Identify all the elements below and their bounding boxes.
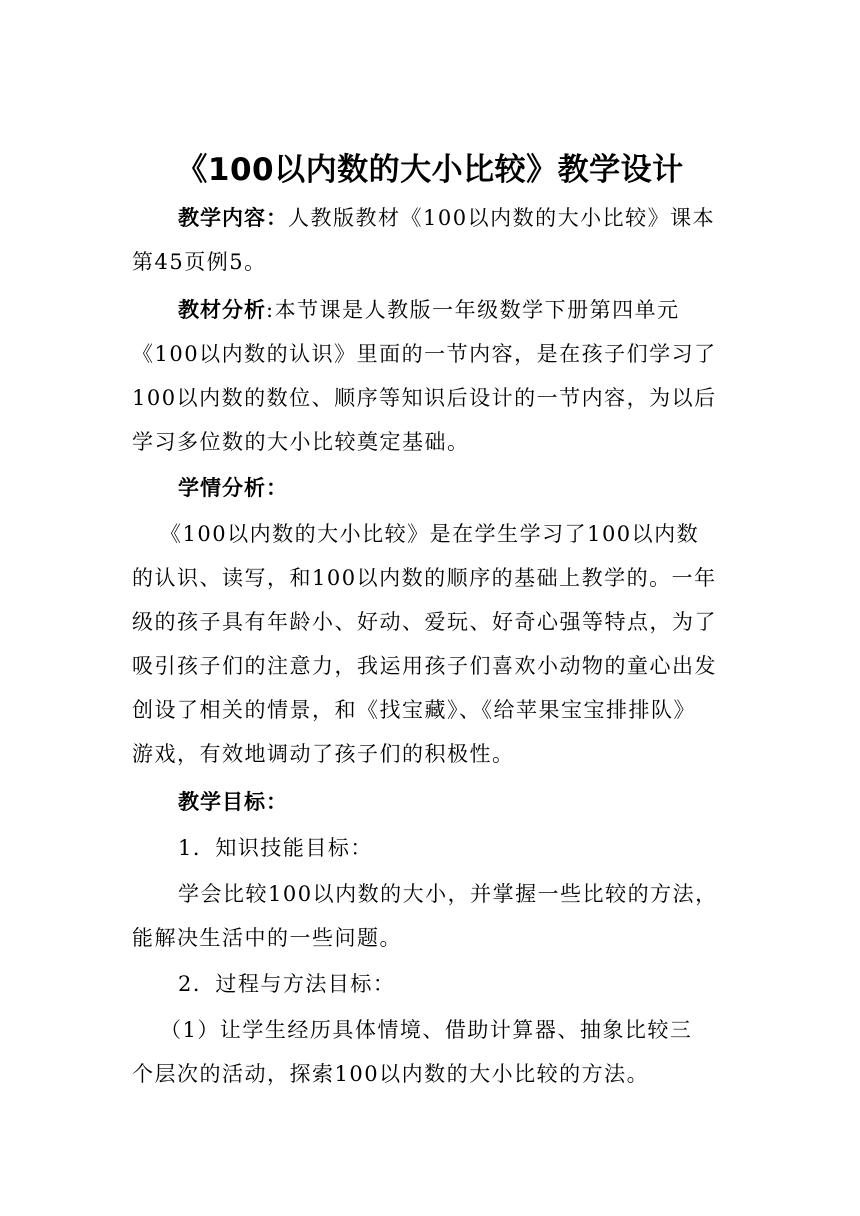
student-analysis-label: 学情分析： <box>178 476 288 500</box>
teaching-goals-heading <box>178 778 732 826</box>
goal-1-line: 能解决生活中的一些问题。 <box>132 926 402 950</box>
teaching-content-paragraph <box>178 194 732 242</box>
material-analysis-line: 100以内数的数位、顺序等知识后设计的一节内容，为以后 <box>132 386 717 410</box>
student-analysis-line: 《100以内数的大小比较》是在学生学习了100以内数 <box>160 522 700 546</box>
teaching-content-line: 第45页例5。 <box>132 250 267 274</box>
document-title: 《100以内数的大小比较》教学设计 <box>176 152 684 188</box>
goal-2-line: 个层次的活动，探索100以内数的大小比较的方法。 <box>132 1062 650 1086</box>
student-analysis-line: 级的孩子具有年龄小、好动、爱玩、好奇心强等特点，为了 <box>132 610 717 634</box>
material-analysis-line: 学习多位数的大小比较奠定基础。 <box>132 430 470 454</box>
material-analysis-line: 《100以内数的认识》里面的一节内容，是在孩子们学习了 <box>132 342 717 366</box>
student-analysis-line: 创设了相关的情景，和《找宝藏》、《给苹果宝宝排排队》 <box>132 698 696 722</box>
goal-1-heading: 1．知识技能目标： <box>178 836 373 860</box>
teaching-goals-label: 教学目标： <box>178 790 288 814</box>
goal-2-heading: 2．过程与方法目标： <box>178 972 396 996</box>
student-analysis-heading <box>178 464 732 512</box>
student-analysis-line: 游戏，有效地调动了孩子们的积极性。 <box>132 742 515 766</box>
goal-1-line: 学会比较100以内数的大小，并掌握一些比较的方法， <box>178 882 718 906</box>
material-analysis-text: :本节课是人教版一年级数学下册第四单元 <box>266 298 680 322</box>
student-analysis-line: 吸引孩子们的注意力，我运用孩子们喜欢小动物的童心出发 <box>132 654 717 678</box>
student-analysis-line: 的认识、读写，和100以内数的顺序的基础上教学的。一年 <box>132 566 717 590</box>
goal-2-line: （1）让学生经历具体情境、借助计算器、抽象比较三 <box>160 1018 693 1042</box>
teaching-content-text: 人教版教材《100以内数的大小比较》课本 <box>288 206 716 230</box>
teaching-content-label: 教学内容： <box>178 206 288 230</box>
material-analysis-label: 教材分析 <box>178 298 266 322</box>
material-analysis-paragraph <box>178 286 732 334</box>
